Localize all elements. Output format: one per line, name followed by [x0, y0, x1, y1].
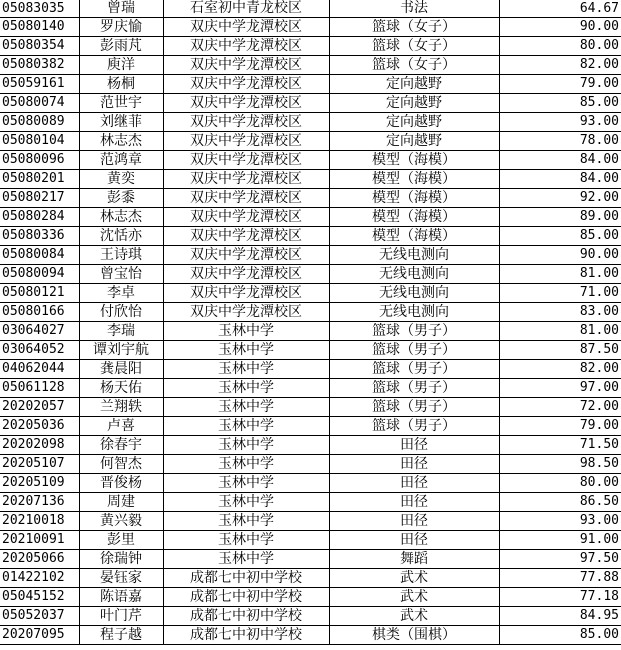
score-cell[interactable]: 81.00	[499, 322, 621, 341]
table-row	[0, 303, 621, 322]
student-name-cell[interactable]: 周建	[79, 493, 163, 512]
school-cell[interactable]: 双庆中学龙潭校区	[163, 265, 329, 284]
table-row	[0, 0, 621, 18]
school-cell[interactable]: 玉林中学	[163, 417, 329, 436]
school-cell[interactable]: 玉林中学	[163, 474, 329, 493]
student-name-cell[interactable]: 刘继菲	[79, 113, 163, 132]
student-id-cell[interactable]: 05080382	[0, 56, 79, 75]
student-id-cell[interactable]: 20205036	[0, 417, 79, 436]
event-cell[interactable]: 定向越野	[329, 132, 499, 151]
school-cell[interactable]: 双庆中学龙潭校区	[163, 246, 329, 265]
table-row	[0, 341, 621, 360]
table-row	[0, 493, 621, 512]
school-cell[interactable]: 双庆中学龙潭校区	[163, 94, 329, 113]
student-name-cell[interactable]: 李瑞	[79, 322, 163, 341]
table-row	[0, 417, 621, 436]
score-cell[interactable]: 71.00	[499, 284, 621, 303]
student-id-cell[interactable]: 03064052	[0, 341, 79, 360]
score-cell[interactable]: 84.00	[499, 170, 621, 189]
school-cell[interactable]: 石室初中青龙校区	[163, 0, 329, 18]
student-name-cell[interactable]: 李卓	[79, 284, 163, 303]
school-cell[interactable]: 双庆中学龙潭校区	[163, 208, 329, 227]
table-row	[0, 436, 621, 455]
score-cell[interactable]: 83.00	[499, 303, 621, 322]
event-cell[interactable]: 篮球（女子）	[329, 37, 499, 56]
student-name-cell[interactable]: 卢喜	[79, 417, 163, 436]
event-cell[interactable]: 武术	[329, 588, 499, 607]
table-row	[0, 550, 621, 569]
event-cell[interactable]: 篮球（男子）	[329, 379, 499, 398]
event-cell[interactable]: 棋类（围棋）	[329, 626, 499, 645]
event-cell[interactable]: 模型（海模）	[329, 151, 499, 170]
student-id-cell[interactable]: 20207136	[0, 493, 79, 512]
student-name-cell[interactable]: 曾瑞	[79, 0, 163, 18]
school-cell[interactable]: 成都七中初中学校	[163, 607, 329, 626]
score-cell[interactable]: 71.50	[499, 436, 621, 455]
score-cell[interactable]: 78.00	[499, 132, 621, 151]
score-cell[interactable]: 91.00	[499, 531, 621, 550]
student-name-cell[interactable]: 林志杰	[79, 132, 163, 151]
score-cell[interactable]: 85.00	[499, 94, 621, 113]
score-cell[interactable]: 85.00	[499, 227, 621, 246]
student-id-cell[interactable]: 05080084	[0, 246, 79, 265]
student-name-cell[interactable]: 付欣怡	[79, 303, 163, 322]
student-id-cell[interactable]: 03064027	[0, 322, 79, 341]
score-cell[interactable]: 84.95	[499, 607, 621, 626]
table-row	[0, 113, 621, 132]
table-row	[0, 132, 621, 151]
student-name-cell[interactable]: 曾宝怡	[79, 265, 163, 284]
event-cell[interactable]: 田径	[329, 512, 499, 531]
school-cell[interactable]: 成都七中初中学校	[163, 626, 329, 645]
student-id-cell[interactable]: 05059161	[0, 75, 79, 94]
score-cell[interactable]: 98.50	[499, 455, 621, 474]
score-cell[interactable]: 82.00	[499, 56, 621, 75]
student-name-cell[interactable]: 彭黍	[79, 189, 163, 208]
table-row	[0, 322, 621, 341]
school-cell[interactable]: 玉林中学	[163, 436, 329, 455]
school-cell[interactable]: 玉林中学	[163, 398, 329, 417]
school-cell[interactable]: 双庆中学龙潭校区	[163, 132, 329, 151]
student-id-cell[interactable]: 05080336	[0, 227, 79, 246]
school-cell[interactable]: 玉林中学	[163, 550, 329, 569]
event-cell[interactable]: 定向越野	[329, 113, 499, 132]
school-cell[interactable]: 玉林中学	[163, 493, 329, 512]
school-cell[interactable]: 双庆中学龙潭校区	[163, 189, 329, 208]
student-id-cell[interactable]: 05080096	[0, 151, 79, 170]
table-row	[0, 379, 621, 398]
score-cell[interactable]: 77.18	[499, 588, 621, 607]
student-id-cell[interactable]: 20210091	[0, 531, 79, 550]
student-name-cell[interactable]: 杨天佑	[79, 379, 163, 398]
event-cell[interactable]: 书法	[329, 0, 499, 18]
table-row	[0, 94, 621, 113]
student-name-cell[interactable]: 兰翔轶	[79, 398, 163, 417]
score-cell[interactable]: 64.67	[499, 0, 621, 18]
event-cell[interactable]: 田径	[329, 531, 499, 550]
student-id-cell[interactable]: 05080089	[0, 113, 79, 132]
table-row	[0, 626, 621, 645]
event-cell[interactable]: 舞蹈	[329, 550, 499, 569]
student-name-cell[interactable]: 彭里	[79, 531, 163, 550]
score-cell[interactable]: 90.00	[499, 18, 621, 37]
student-id-cell[interactable]: 05061128	[0, 379, 79, 398]
school-cell[interactable]: 成都七中初中学校	[163, 569, 329, 588]
table-row	[0, 189, 621, 208]
event-cell[interactable]: 无线电测向	[329, 265, 499, 284]
student-name-cell[interactable]: 龚晨阳	[79, 360, 163, 379]
table-row	[0, 208, 621, 227]
score-cell[interactable]: 89.00	[499, 208, 621, 227]
table-row	[0, 360, 621, 379]
student-name-cell[interactable]: 晋俊杨	[79, 474, 163, 493]
school-cell[interactable]: 玉林中学	[163, 360, 329, 379]
student-id-cell[interactable]: 05080140	[0, 18, 79, 37]
student-id-cell[interactable]: 20202098	[0, 436, 79, 455]
score-cell[interactable]: 72.00	[499, 398, 621, 417]
student-name-cell[interactable]: 徐春宇	[79, 436, 163, 455]
event-cell[interactable]: 模型（海模）	[329, 208, 499, 227]
student-name-cell[interactable]: 王诗琪	[79, 246, 163, 265]
table-row	[0, 474, 621, 493]
table-row	[0, 531, 621, 550]
event-cell[interactable]: 篮球（男子）	[329, 360, 499, 379]
score-cell[interactable]: 80.00	[499, 37, 621, 56]
table-row	[0, 56, 621, 75]
score-cell[interactable]: 79.00	[499, 75, 621, 94]
score-cell[interactable]: 90.00	[499, 246, 621, 265]
event-cell[interactable]: 篮球（男子）	[329, 341, 499, 360]
student-id-cell[interactable]: 20207095	[0, 626, 79, 645]
score-cell[interactable]: 80.00	[499, 474, 621, 493]
student-name-cell[interactable]: 徐瑞钟	[79, 550, 163, 569]
event-cell[interactable]: 无线电测向	[329, 303, 499, 322]
score-cell[interactable]: 81.00	[499, 265, 621, 284]
student-id-cell[interactable]: 20210018	[0, 512, 79, 531]
student-name-cell[interactable]: 彭雨芃	[79, 37, 163, 56]
event-cell[interactable]: 篮球（男子）	[329, 417, 499, 436]
table-row	[0, 227, 621, 246]
table-row	[0, 512, 621, 531]
student-name-cell[interactable]: 林志杰	[79, 208, 163, 227]
student-name-cell[interactable]: 黄奕	[79, 170, 163, 189]
school-cell[interactable]: 玉林中学	[163, 455, 329, 474]
event-cell[interactable]: 篮球（女子）	[329, 18, 499, 37]
student-id-cell[interactable]: 04062044	[0, 360, 79, 379]
student-id-cell[interactable]: 05080354	[0, 37, 79, 56]
event-cell[interactable]: 定向越野	[329, 94, 499, 113]
student-id-cell[interactable]: 20205066	[0, 550, 79, 569]
table-row	[0, 37, 621, 56]
school-cell[interactable]: 双庆中学龙潭校区	[163, 227, 329, 246]
score-cell[interactable]: 86.50	[499, 493, 621, 512]
student-name-cell[interactable]: 程子越	[79, 626, 163, 645]
student-id-cell[interactable]: 05080104	[0, 132, 79, 151]
event-cell[interactable]: 篮球（男子）	[329, 322, 499, 341]
school-cell[interactable]: 双庆中学龙潭校区	[163, 18, 329, 37]
student-id-cell[interactable]: 05080094	[0, 265, 79, 284]
student-id-cell[interactable]: 01422102	[0, 569, 79, 588]
student-id-cell[interactable]: 20205107	[0, 455, 79, 474]
school-cell[interactable]: 双庆中学龙潭校区	[163, 284, 329, 303]
student-name-cell[interactable]: 晏钰家	[79, 569, 163, 588]
student-name-cell[interactable]: 范鸿章	[79, 151, 163, 170]
event-cell[interactable]: 武术	[329, 569, 499, 588]
student-id-cell[interactable]: 05080166	[0, 303, 79, 322]
table-row	[0, 151, 621, 170]
school-cell[interactable]: 玉林中学	[163, 322, 329, 341]
student-name-cell[interactable]: 范世宇	[79, 94, 163, 113]
student-id-cell[interactable]: 05052037	[0, 607, 79, 626]
event-cell[interactable]: 无线电测向	[329, 246, 499, 265]
student-name-cell[interactable]: 沈恬亦	[79, 227, 163, 246]
event-cell[interactable]: 田径	[329, 493, 499, 512]
score-cell[interactable]: 92.00	[499, 189, 621, 208]
school-cell[interactable]: 玉林中学	[163, 379, 329, 398]
score-cell[interactable]: 84.00	[499, 151, 621, 170]
score-cell[interactable]: 79.00	[499, 417, 621, 436]
student-id-cell[interactable]: 20205109	[0, 474, 79, 493]
score-cell[interactable]: 93.00	[499, 512, 621, 531]
event-cell[interactable]: 模型（海模）	[329, 170, 499, 189]
student-id-cell[interactable]: 05080284	[0, 208, 79, 227]
event-cell[interactable]: 田径	[329, 436, 499, 455]
school-cell[interactable]: 双庆中学龙潭校区	[163, 75, 329, 94]
student-id-cell[interactable]: 05045152	[0, 588, 79, 607]
student-name-cell[interactable]: 叶门芹	[79, 607, 163, 626]
table-row	[0, 607, 621, 626]
student-name-cell[interactable]: 谭刘宇航	[79, 341, 163, 360]
table-row	[0, 246, 621, 265]
event-cell[interactable]: 武术	[329, 607, 499, 626]
school-cell[interactable]: 玉林中学	[163, 531, 329, 550]
student-id-cell[interactable]: 20202057	[0, 398, 79, 417]
event-cell[interactable]: 模型（海模）	[329, 227, 499, 246]
table-row	[0, 75, 621, 94]
school-cell[interactable]: 成都七中初中学校	[163, 588, 329, 607]
score-cell[interactable]: 97.00	[499, 379, 621, 398]
event-cell[interactable]: 田径	[329, 455, 499, 474]
event-cell[interactable]: 模型（海模）	[329, 189, 499, 208]
school-cell[interactable]: 双庆中学龙潭校区	[163, 37, 329, 56]
student-name-cell[interactable]: 罗庆愉	[79, 18, 163, 37]
event-cell[interactable]: 篮球（男子）	[329, 398, 499, 417]
school-cell[interactable]: 双庆中学龙潭校区	[163, 303, 329, 322]
score-cell[interactable]: 97.50	[499, 550, 621, 569]
event-cell[interactable]: 无线电测向	[329, 284, 499, 303]
school-cell[interactable]: 双庆中学龙潭校区	[163, 170, 329, 189]
student-id-cell[interactable]: 05080074	[0, 94, 79, 113]
score-cell[interactable]: 82.00	[499, 360, 621, 379]
event-cell[interactable]: 定向越野	[329, 75, 499, 94]
student-name-cell[interactable]: 黄兴毅	[79, 512, 163, 531]
table-row	[0, 569, 621, 588]
table-row	[0, 455, 621, 474]
student-id-cell[interactable]: 05080121	[0, 284, 79, 303]
table-row	[0, 588, 621, 607]
school-cell[interactable]: 玉林中学	[163, 341, 329, 360]
student-name-cell[interactable]: 庾洋	[79, 56, 163, 75]
table-row	[0, 18, 621, 37]
table-row	[0, 265, 621, 284]
school-cell[interactable]: 双庆中学龙潭校区	[163, 113, 329, 132]
event-cell[interactable]: 田径	[329, 474, 499, 493]
student-name-cell[interactable]: 陈语嘉	[79, 588, 163, 607]
event-cell[interactable]: 篮球（女子）	[329, 56, 499, 75]
student-id-cell[interactable]: 05083035	[0, 0, 79, 18]
score-cell[interactable]: 87.50	[499, 341, 621, 360]
school-cell[interactable]: 玉林中学	[163, 512, 329, 531]
score-cell[interactable]: 85.00	[499, 626, 621, 645]
score-cell[interactable]: 93.00	[499, 113, 621, 132]
student-name-cell[interactable]: 杨桐	[79, 75, 163, 94]
score-cell[interactable]: 77.88	[499, 569, 621, 588]
school-cell[interactable]: 双庆中学龙潭校区	[163, 151, 329, 170]
student-id-cell[interactable]: 05080201	[0, 170, 79, 189]
table-row	[0, 284, 621, 303]
table-row	[0, 398, 621, 417]
student-name-cell[interactable]: 何智杰	[79, 455, 163, 474]
student-id-cell[interactable]: 05080217	[0, 189, 79, 208]
table-row	[0, 170, 621, 189]
school-cell[interactable]: 双庆中学龙潭校区	[163, 56, 329, 75]
